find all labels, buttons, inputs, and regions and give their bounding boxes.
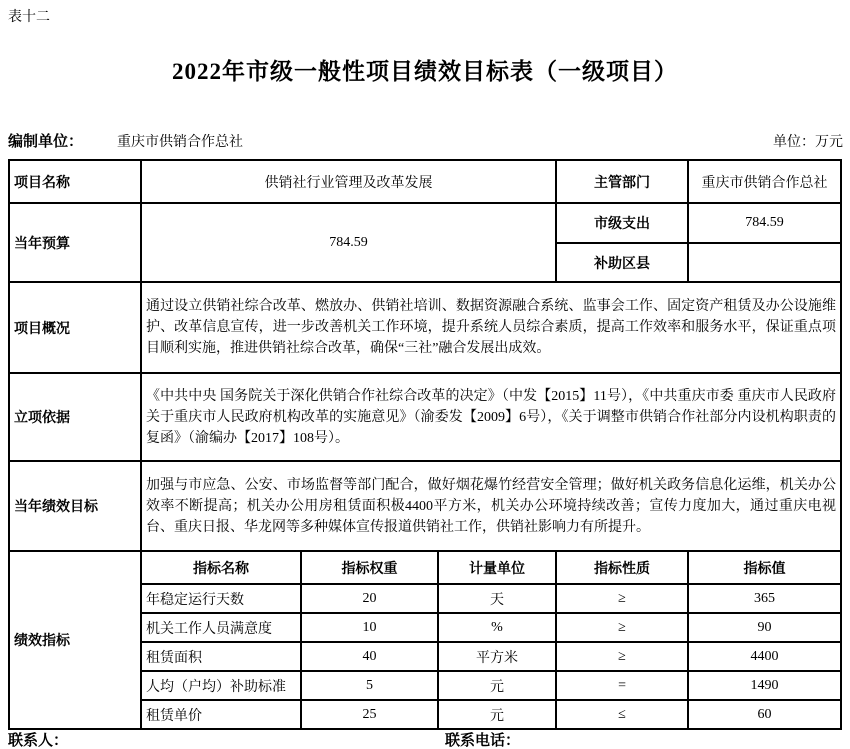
table-cell: % [438, 613, 556, 642]
table-cell: 租赁单价 [141, 700, 301, 729]
table-row [9, 373, 841, 461]
table-cell: 年稳定运行天数 [141, 584, 301, 613]
overview-text: 通过设立供销社综合改革、燃放办、供销社培训、数据资源融合系统、监事会工作、固定资产租赁及办公设施维护、改革信息宣传，进一步改善机关工作环境，提升系统人员综合素质，提高工作效率和服务水平，保证重点项目顺利实施，推进供销社综合改革，确保“三社”融合发展出成效。 [141, 282, 841, 373]
budget-label: 当年预算 [9, 203, 141, 282]
table-cell: 人均（户均）补助标准 [141, 671, 301, 700]
dept-label: 主管部门 [556, 160, 688, 203]
table-cell: 40 [301, 642, 438, 671]
table-cell: 元 [438, 671, 556, 700]
table-cell: ≥ [556, 584, 688, 613]
table-cell: 1490 [688, 671, 841, 700]
city-expense-label: 市级支出 [556, 203, 688, 243]
table-row [9, 551, 841, 584]
project-name-label: 项目名称 [9, 160, 141, 203]
indicators-section-label: 绩效指标 [9, 551, 141, 729]
table-row [9, 282, 841, 373]
table-cell: 20 [301, 584, 438, 613]
table-row [9, 203, 841, 243]
table-cell: 租赁面积 [141, 642, 301, 671]
table-cell: 机关工作人员满意度 [141, 613, 301, 642]
city-expense-value: 784.59 [688, 203, 841, 243]
col-header-indicator-nature: 指标性质 [556, 551, 688, 584]
table-cell: ≥ [556, 642, 688, 671]
prepared-by-row [8, 130, 843, 150]
table-cell: 90 [688, 613, 841, 642]
col-header-indicator-name: 指标名称 [141, 551, 301, 584]
table-cell: 元 [438, 700, 556, 729]
col-header-indicator-value: 指标值 [688, 551, 841, 584]
table-cell: ≤ [556, 700, 688, 729]
table-cell: 5 [301, 671, 438, 700]
table-cell: 天 [438, 584, 556, 613]
table-row [9, 160, 841, 203]
phone-label: 联系电话： [445, 733, 521, 749]
col-header-indicator-weight: 指标权重 [301, 551, 438, 584]
subsidy-label: 补助区县 [556, 243, 688, 282]
project-name-value: 供销社行业管理及改革发展 [141, 160, 556, 203]
page-title: 2022年市级一般性项目绩效目标表（一级项目） [172, 59, 678, 84]
table-cell: = [556, 671, 688, 700]
footer-row [8, 729, 840, 749]
table-cell: ≥ [556, 613, 688, 642]
prepared-by-label: 编制单位： [8, 134, 84, 150]
table-cell: 4400 [688, 642, 841, 671]
dept-value: 重庆市供销合作总社 [688, 160, 841, 203]
annual-target-label: 当年绩效目标 [9, 461, 141, 551]
contact-label: 联系人： [8, 733, 69, 749]
subsidy-value [688, 243, 841, 282]
table-cell: 60 [688, 700, 841, 729]
table-row [9, 461, 841, 551]
annual-target-text: 加强与市应急、公安、市场监督等部门配合，做好烟花爆竹经营安全管理；做好机关政务信息化运维，机关办公效率不断提高；机关办公用房租赁面积极4400平方米，机关办公环境持续改善；宣传力度加大，通过重庆电视台、重庆日报、华龙网等多种媒体宣传报道供销社工作，供销社影响力有所提升。 [141, 461, 841, 551]
table-tag: 表十二 [8, 10, 50, 25]
col-header-measure-unit: 计量单位 [438, 551, 556, 584]
prepared-by-value: 重庆市供销合作总社 [117, 135, 244, 150]
table-cell: 365 [688, 584, 841, 613]
unit-label: 单位：万元 [773, 135, 843, 150]
overview-label: 项目概况 [9, 282, 141, 373]
performance-target-table [8, 159, 842, 730]
table-cell: 平方米 [438, 642, 556, 671]
budget-value: 784.59 [141, 203, 556, 282]
table-cell: 10 [301, 613, 438, 642]
basis-text: 《中共中央 国务院关于深化供销合作社综合改革的决定》（中发【2015】11号），《中共重庆市委 重庆市人民政府关于重庆市人民政府机构改革的实施意见》（渝委发【2009】6号），《关于调整市供销合作社部分内设机构职责的复函》（渝编办【2017】108号）。 [141, 373, 841, 461]
table-cell: 25 [301, 700, 438, 729]
basis-label: 立项依据 [9, 373, 141, 461]
